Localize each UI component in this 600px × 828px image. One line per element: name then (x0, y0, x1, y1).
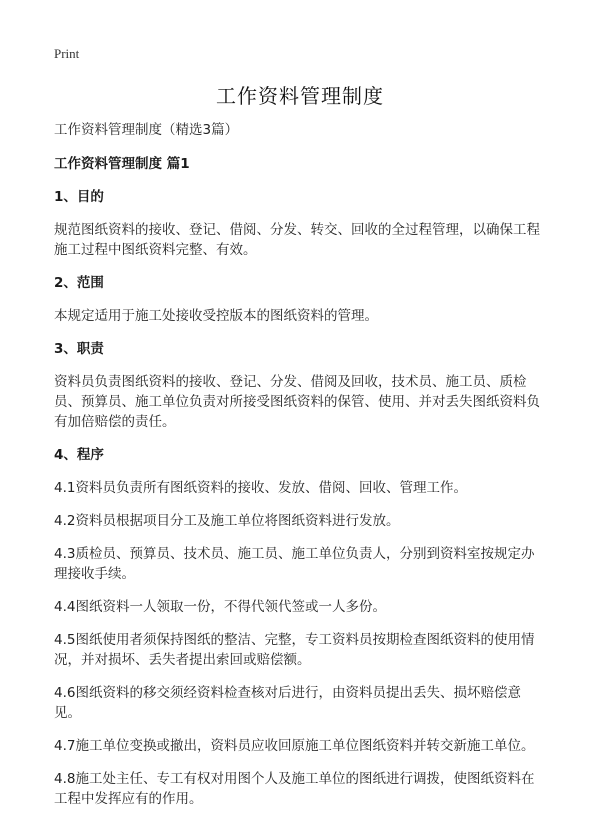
paragraph: 资料员负责图纸资料的接收、登记、分发、借阅及回收，技术员、施工员、质检员、预算员、施工单位负责对所接受图纸资料的保管、使用、并对丢失图纸资料负有加倍赔偿的责任。 (54, 374, 540, 430)
document-subtitle: 工作资料管理制度（精选3篇） (54, 122, 239, 138)
paragraph: 4.2资料员根据项目分工及施工单位将图纸资料进行发放。 (54, 513, 400, 529)
part-heading: 工作资料管理制度 篇1 (54, 156, 190, 172)
paragraph: 规范图纸资料的接收、登记、借阅、分发、转交、回收的全过程管理，以确保工程施工过程中图纸资料完整、有效。 (54, 222, 540, 258)
paragraph: 4.8施工处主任、专工有权对用图个人及施工单位的图纸进行调拨，使图纸资料在工程中发挥应有的作用。 (54, 771, 535, 807)
paragraph: 本规定适用于施工处接收受控版本的图纸资料的管理。 (54, 308, 378, 324)
paragraph: 4.5图纸使用者须保持图纸的整洁、完整，专工资料员按期检查图纸资料的使用情况，并对损坏、丢失者提出索回或赔偿额。 (54, 632, 535, 668)
section-heading-scope: 2、范围 (54, 275, 104, 291)
page-title: 工作资料管理制度 (216, 84, 384, 108)
paragraph: 4.3质检员、预算员、技术员、施工员、施工单位负责人，分别到资料室按规定办理接收手续。 (54, 546, 535, 582)
section-heading-procedure: 4、程序 (54, 447, 104, 463)
section-heading-responsibilities: 3、职责 (54, 341, 104, 357)
paragraph: 4.7施工单位变换或撤出，资料员应收回原施工单位图纸资料并转交新施工单位。 (54, 738, 535, 754)
section-heading-purpose: 1、目的 (54, 189, 104, 205)
paragraph: 4.6图纸资料的移交须经资料检查核对后进行，由资料员提出丢失、损坏赔偿意见。 (54, 685, 521, 721)
print-label: Print (54, 46, 80, 61)
document-body (54, 120, 544, 822)
paragraph: 4.1资料员负责所有图纸资料的接收、发放、借阅、回收、管理工作。 (54, 480, 467, 496)
paragraph: 4.4图纸资料一人领取一份，不得代领代签或一人多份。 (54, 599, 386, 615)
